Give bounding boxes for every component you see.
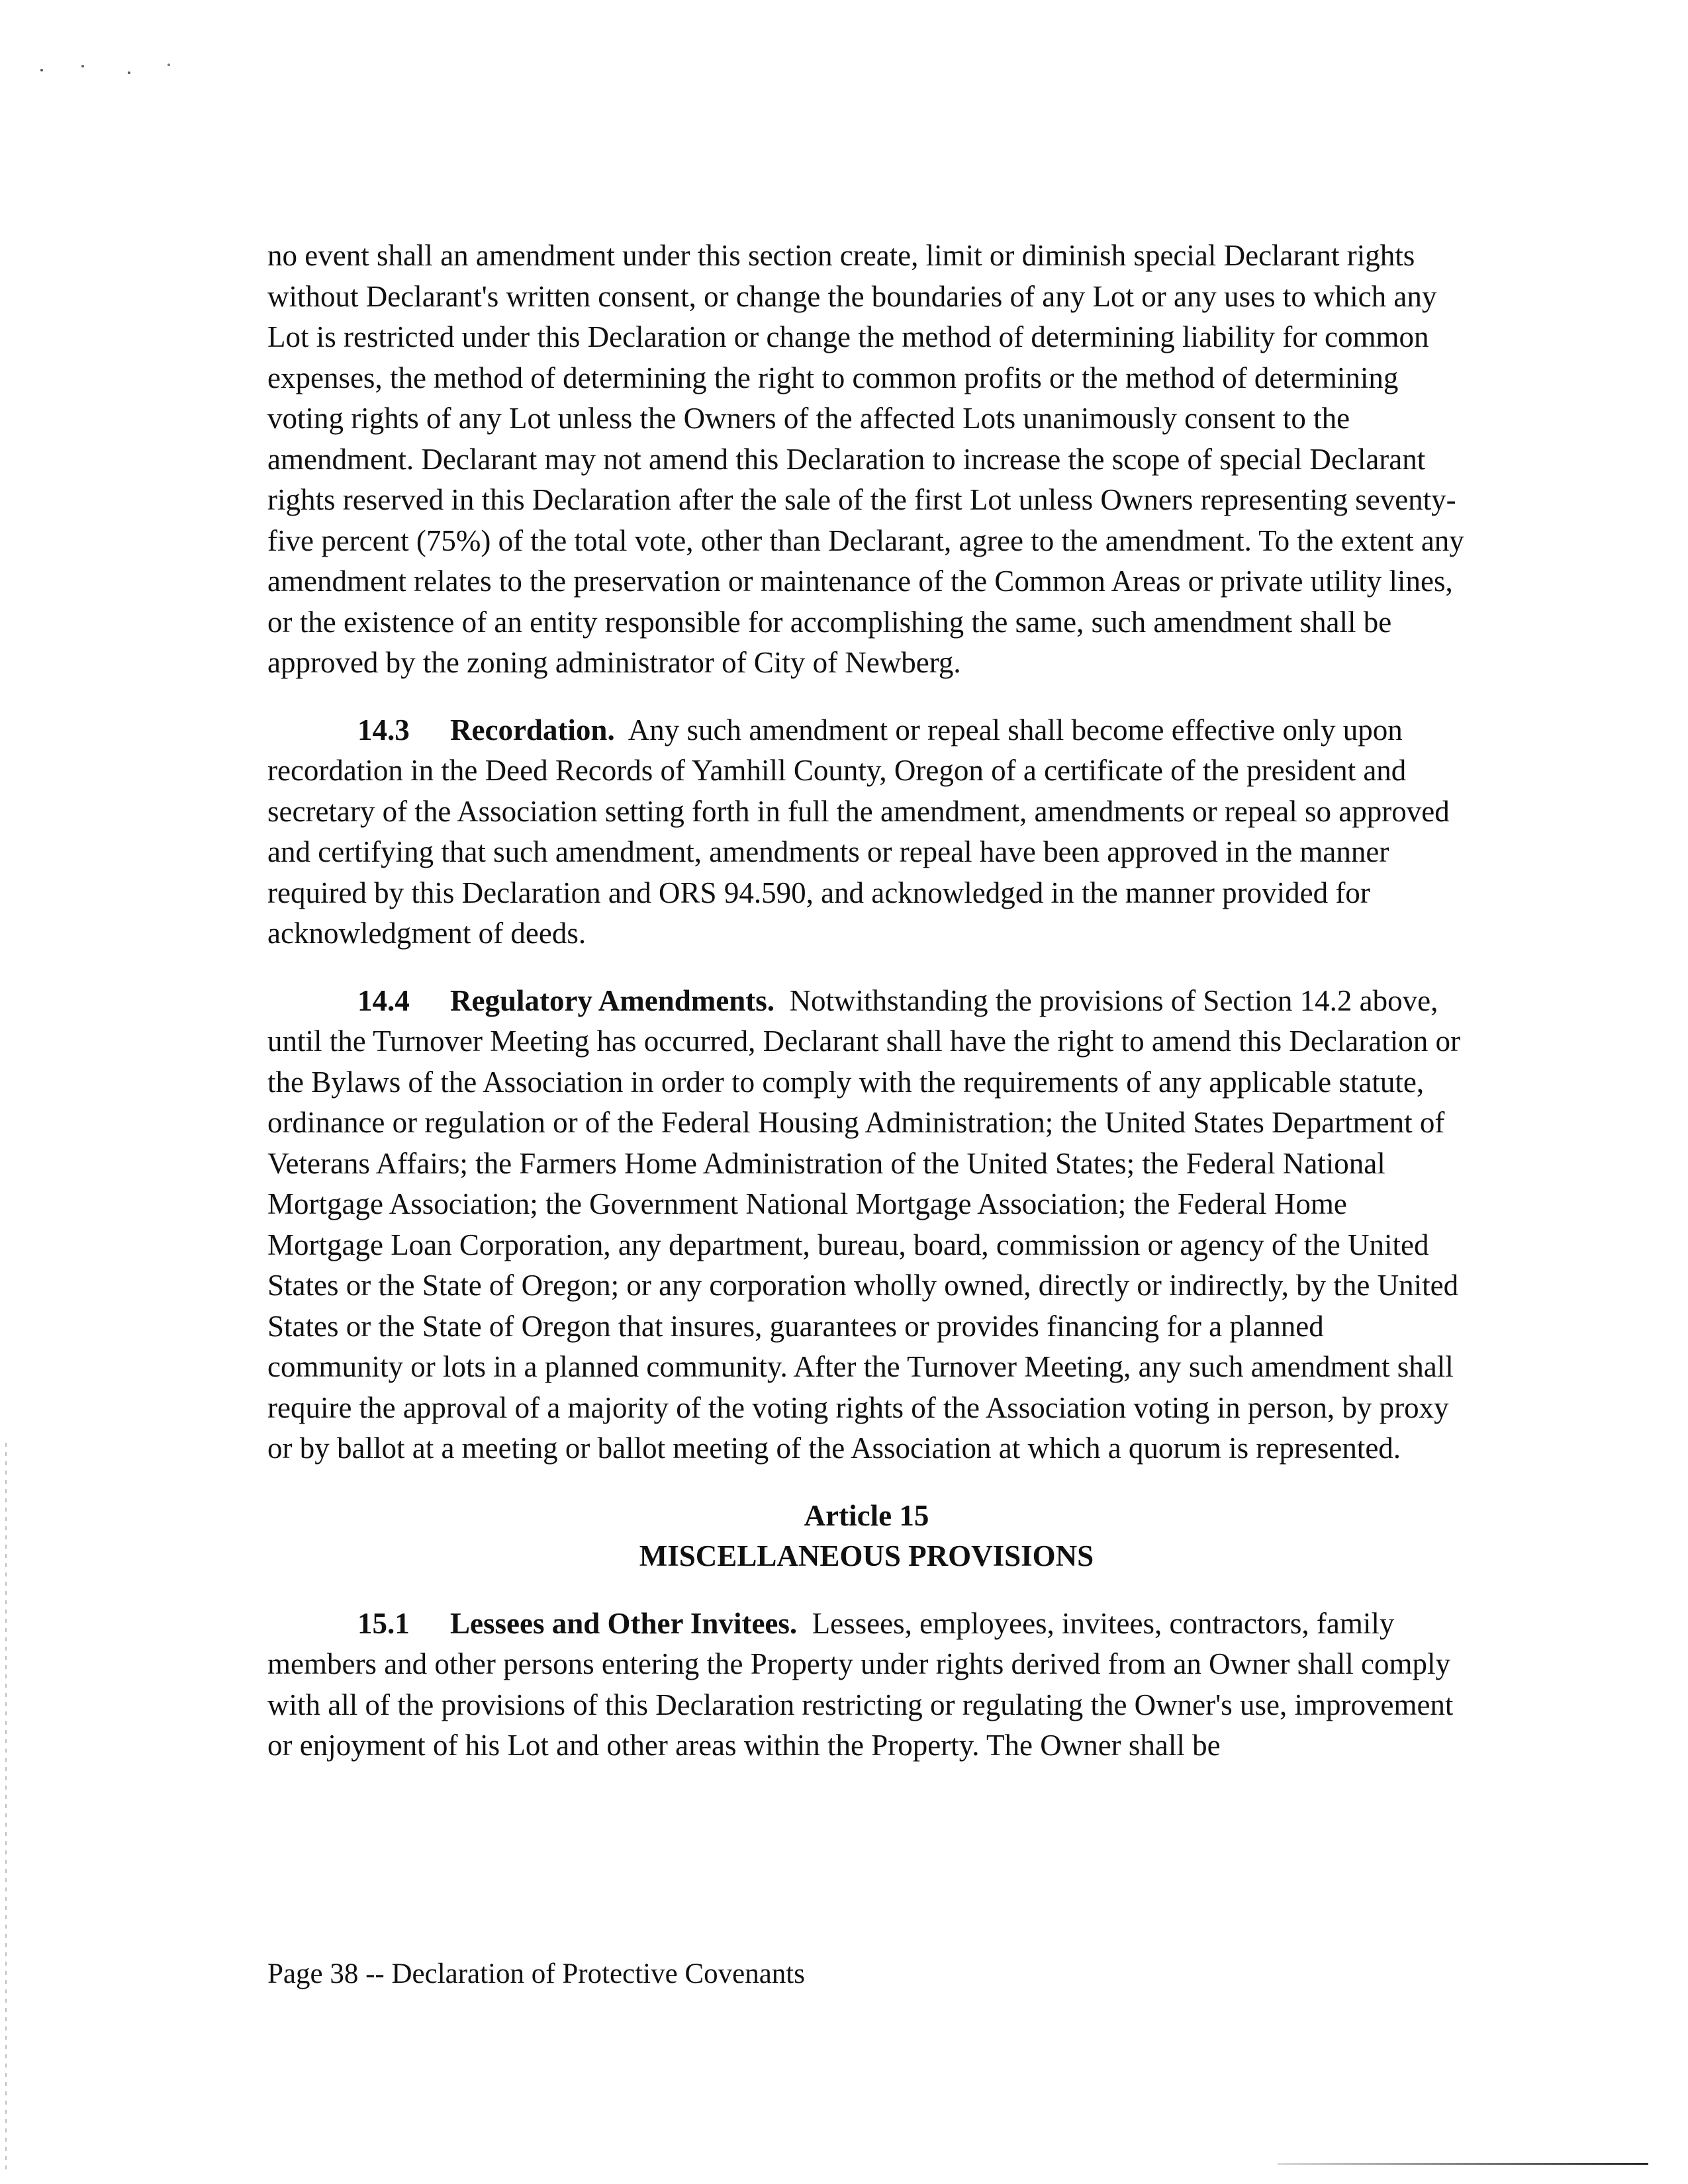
section-number: 14.4 <box>357 983 410 1017</box>
section-15-1 <box>267 1604 1466 1766</box>
paragraph-continuation: no event shall an amendment under this section create, limit or diminish special Declarant rights without Declarant's written consent, or change the boundaries of any Lot or any uses to which any Lot is restricted under this Declaration or change the method of determining liability for common expenses, the method of determining the right to common profits or the method of determining voting rights of any Lot unless the Owners of the affected Lots unanimously consent to the amendment. Declarant may not amend this Declaration to increase the scope of special Declarant rights reserved in this Declaration after the sale of the first Lot unless Owners representing seventy-five percent (75%) of the total vote, other than Declarant, agree to the amendment. To the extent any amendment relates to the preservation or maintenance of the Common Areas or private utility lines, or the existence of an entity responsible for accomplishing the same, such amendment shall be approved by the zoning administrator of City of Newberg. <box>267 239 1464 679</box>
scan-bottom-rule <box>1278 2163 1648 2165</box>
section-text: Any such amendment or repeal shall become effective only upon recordation in the Deed Records of Yamhill County, Oregon of a certificate of the president and secretary of the Association setting forth in full the amendment, amendments or repeal so approved and certifying that such amendment, amendments or repeal have been approved in the manner required by this Declaration and ORS 94.590, and acknowledged in the manner provided for acknowledgment of deeds. <box>267 713 1450 950</box>
section-heading: Recordation. <box>450 713 615 747</box>
scan-specks <box>36 58 182 85</box>
scan-edge-artifact <box>5 1443 7 2171</box>
section-heading: Lessees and Other Invitees. <box>450 1606 798 1640</box>
section-text: Notwithstanding the provisions of Section 14.2 above, until the Turnover Meeting has occurred, Declarant shall have the right to amend this Declaration or the Bylaws of the Association in order to comply with the requirements of any applicable statute, ordinance or regulation or of the Federal Housing Administration; the United States Department of Veterans Affairs; the Farmers Home Administration of the United States; the Federal National Mortgage Association; the Government National Mortgage Association; the Federal Home Mortgage Loan Corporation, any department, bureau, board, commission or agency of the United States or the State of Oregon; or any corporation wholly owned, directly or indirectly, by the United States or the State of Oregon that insures, guarantees or provides financing for a planned community or lots in a planned community. After the Turnover Meeting, any such amendment shall require the approval of a majority of the voting rights of the Association voting in person, by proxy or by ballot at a meeting or ballot meeting of the Association at which a quorum is represented. <box>267 983 1460 1465</box>
article-subtitle: MISCELLANEOUS PROVISIONS <box>639 1539 1094 1572</box>
section-heading: Regulatory Amendments. <box>450 983 774 1017</box>
page-footer: Page 38 -- Declaration of Protective Covenants <box>267 1958 805 1989</box>
section-number: 14.3 <box>357 713 410 747</box>
document-body <box>267 236 1466 1793</box>
section-14-4 <box>267 981 1466 1469</box>
article-heading <box>267 1496 1466 1577</box>
section-14-3 <box>267 710 1466 954</box>
section-number: 15.1 <box>357 1606 410 1640</box>
article-title: Article 15 <box>804 1498 929 1532</box>
section-text: Lessees, employees, invitees, contractors, family members and other persons entering the Property under rights derived from an Owner shall comply with all of the provisions of this Declaration restricting or regulating the Owner's use, improvement or enjoyment of his Lot and other areas within the Property. The Owner shall be <box>267 1606 1454 1762</box>
